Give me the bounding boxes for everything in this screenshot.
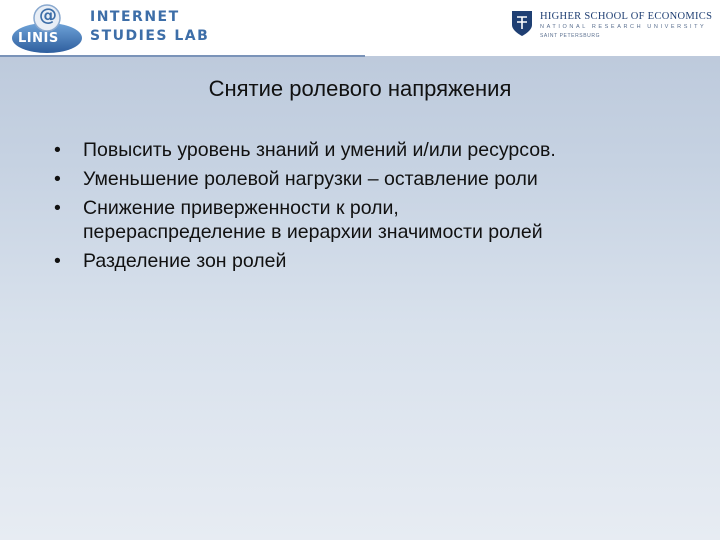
hse-subtitle: NATIONAL RESEARCH UNIVERSITY — [540, 24, 707, 30]
slide-title: Снятие ролевого напряжения — [208, 76, 512, 101]
bullet-item — [50, 167, 690, 191]
bullet-text: Снижение приверженности к роли, — [83, 197, 399, 219]
bullet-text-continuation: перераспределение в иерархии значимости ролей — [83, 221, 543, 243]
bullet-dot-icon: • — [54, 250, 61, 272]
bullet-item — [50, 196, 690, 244]
slide-header — [0, 0, 720, 56]
bullet-item — [50, 138, 690, 162]
linis-line1: INTERNET — [90, 9, 180, 25]
linis-lab-name — [90, 8, 209, 46]
linis-badge-text: LINIS — [18, 31, 59, 46]
linis-line2: STUDIES LAB — [90, 28, 210, 44]
linis-logo — [10, 2, 210, 54]
bullet-text: Повысить уровень знаний и умений и/или ресурсов. — [83, 139, 556, 161]
hse-title: HIGHER SCHOOL OF ECONOMICS — [540, 11, 713, 22]
bullet-dot-icon: • — [54, 139, 61, 161]
hse-emblem-icon — [510, 9, 534, 37]
bullet-text: Уменьшение ролевой нагрузки – оставление роли — [83, 168, 538, 190]
bullet-item — [50, 249, 690, 273]
hse-logo — [510, 8, 715, 46]
header-divider — [0, 55, 365, 57]
bullet-dot-icon: • — [54, 168, 61, 190]
at-symbol-icon: @ — [39, 5, 57, 26]
bullet-text: Разделение зон ролей — [83, 250, 287, 272]
hse-city: SAINT PETERSBURG — [540, 33, 601, 39]
bullet-dot-icon: • — [54, 197, 61, 219]
bullet-list — [50, 138, 690, 273]
